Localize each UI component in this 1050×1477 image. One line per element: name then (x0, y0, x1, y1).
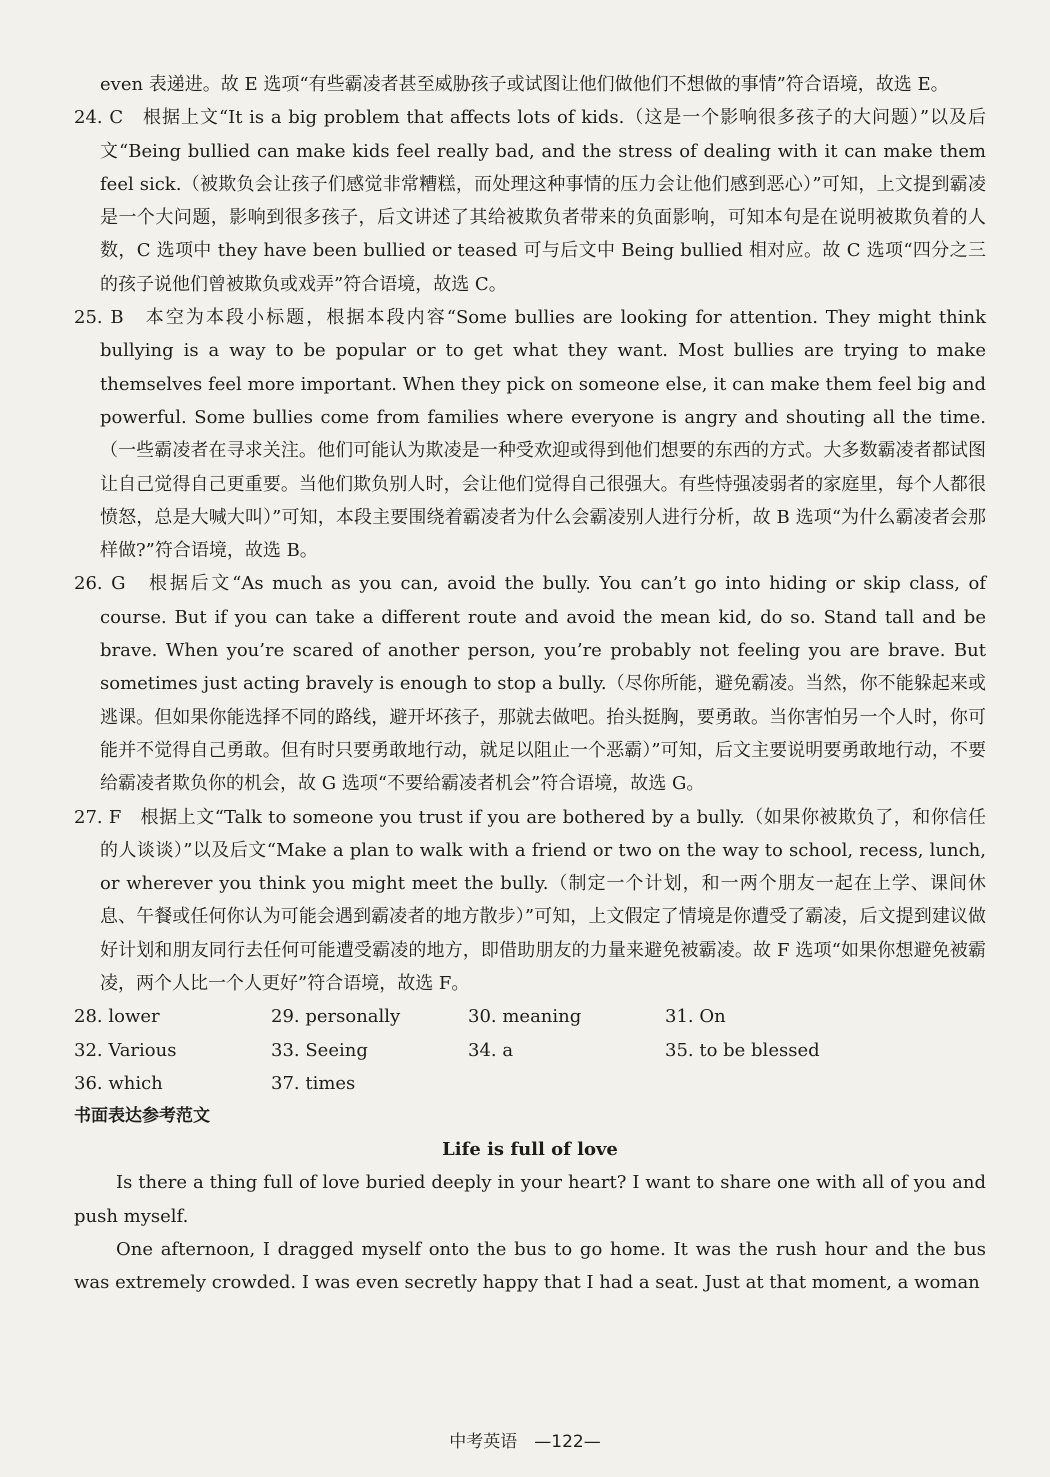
answer-grid (74, 1000, 986, 1100)
essay-paragraph: Is there a thing full of love buried deeply in your heart? I want to share one with all of you and push myself. (74, 1172, 986, 1227)
answer-33: 33. Seeing (271, 1039, 368, 1061)
essay-title: Life is full of love (442, 1139, 618, 1161)
answer-34: 34. a (468, 1039, 514, 1061)
answer-28: 28. lower (74, 1006, 160, 1028)
answer-36: 36. which (74, 1072, 163, 1094)
answer-31: 31. On (665, 1006, 726, 1028)
answer-26-explanation: 26. G 根据后文“As much as you can, avoid the bully. You can’t go into hiding or skip class, of course. But if you can take a different route and avoid the mean kid, do so. Stand tall and be brave. When you’re scared of another person, you’re probably not feeling you are brave. But sometimes just acting bravely is enough to stop a bully.（尽你所能，避免霸凌。当然，你不能躲起来或逃课。但如果你能选择不同的路线，避开坏孩子，那就去做吧。抬头挺胸，要勇敢。当你害怕另一个人时，你可能并不觉得自己勇敢。但有时只要勇敢地行动，就足以阻止一个恶霸）”可知，后文主要说明要勇敢地行动，不要给霸凌者欺负你的机会，故 G 选项“不要给霸凌者机会”符合语境，故选 G。 (74, 573, 986, 795)
answer-30: 30. meaning (468, 1006, 582, 1028)
answer-24-explanation: 24. C 根据上文“It is a big problem that affects lots of kids.（这是一个影响很多孩子的大问题）”以及后文“Being bullied can make kids feel really bad, and the stress of dealing with it can make them feel sick.（被欺负会让孩子们感觉非常糟糕，而处理这种事情的压力会让他们感到恶心）”可知，上文提到霸凌是一个大问题，影响到很多孩子，后文讲述了其给被欺负者带来的负面影响，可知本句是在说明被欺负着的人数，C 选项中 they have been bullied or teased 可与后文中 Being bullied 相对应。故 C 选项“四分之三的孩子说他们曾被欺负或戏弄”符合语境，故选 C。 (74, 107, 986, 295)
answer-32: 32. Various (74, 1039, 177, 1061)
answer-23-continued: even 表递进。故 E 选项“有些霸凌者甚至威胁孩子或试图让他们做他们不想做的事情”符合语境，故选 E。 (100, 74, 949, 95)
answer-25-explanation: 25. B 本空为本段小标题，根据本段内容“Some bullies are looking for attention. They might think bullying is a way to be popular or to get what they want. Most bullies are trying to make themselves feel more important. When they pick on someone else, it can make them feel big and powerful. Some bullies come from families where everyone is angry and shouting all the time.（一些霸凌者在寻求关注。他们可能认为欺凌是一种受欢迎或得到他们想要的东西的方式。大多数霸凌者都试图让自己觉得自己更重要。当他们欺负别人时，会让他们觉得自己很强大。有些恃强凌弱者的家庭里，每个人都很愤怒，总是大喊大叫）”可知，本段主要围绕着霸凌者为什么会霸凌别人进行分析，故 B 选项“为什么霸凌者会那样做?”符合语境，故选 B。 (74, 307, 986, 562)
essay-paragraph: One afternoon, I dragged myself onto the bus to go home. It was the rush hour and the bus was extremely crowded. I was even secretly happy that I had a seat. Just at that moment, a woman (74, 1238, 986, 1294)
writing-section-title: 书面表达参考范文 (74, 1106, 210, 1127)
answer-27-explanation: 27. F 根据上文“Talk to someone you trust if you are bothered by a bully.（如果你被欺负了，和你信任的人谈谈）”以及后文“Make a plan to walk with a friend or two on the way to school, recess, lunch, or wherever you think you might meet the bully.（制定一个计划，和一两个朋友一起在上学、课间休息、午餐或任何你认为可能会遇到霸凌者的地方散步）”可知，上文假定了情境是你遭受了霸凌，后文提到建议做好计划和朋友同行去任何可能遭受霸凌的地方，即借助朋友的力量来避免被霸凌。故 F 选项“如果你想避免被霸凌，两个人比一个人更好”符合语境，故选 F。 (74, 806, 986, 995)
essay-body (74, 1166, 986, 1299)
answer-35: 35. to be blessed (665, 1039, 820, 1061)
answer-37: 37. times (271, 1072, 356, 1094)
answer-29: 29. personally (271, 1006, 401, 1028)
page-footer: 中考英语 —122— (449, 1432, 601, 1452)
